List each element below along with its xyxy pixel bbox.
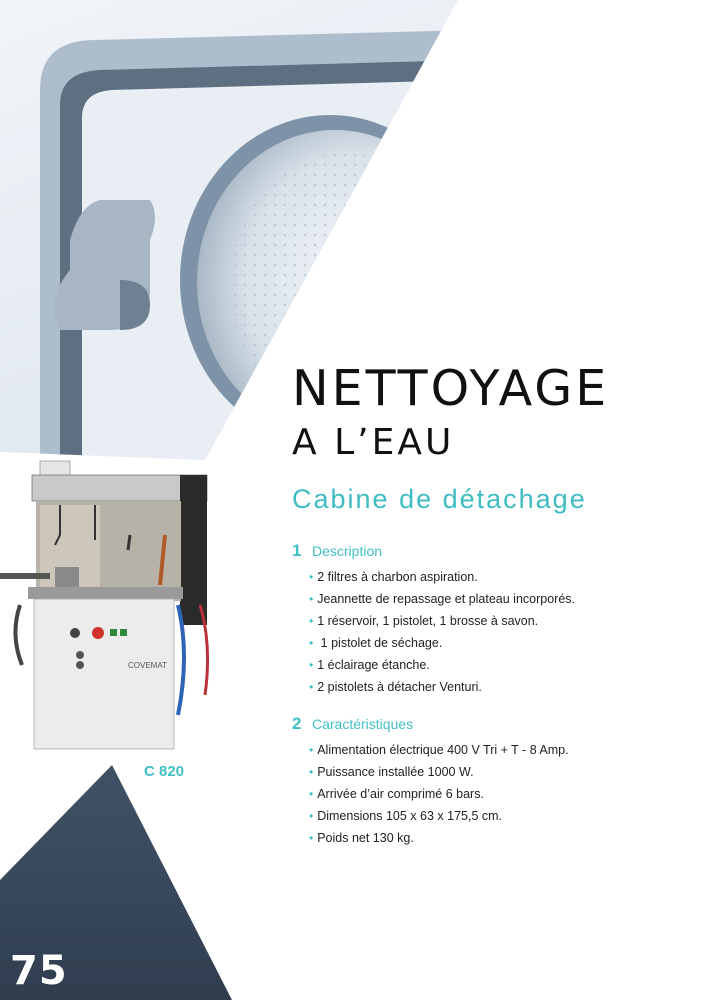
bullet-icon: •	[309, 658, 314, 672]
bullet-icon: •	[309, 831, 314, 845]
product-image	[0, 455, 230, 760]
bullet-icon: •	[309, 787, 314, 801]
specifications-list	[292, 739, 692, 849]
list-item: • Puissance installée 1000 W.	[309, 765, 474, 779]
section-number: 1	[292, 541, 302, 560]
list-item: • Poids net 130 kg.	[309, 831, 414, 845]
list-item: • 1 pistolet de séchage.	[309, 636, 443, 650]
list-item: • Alimentation électrique 400 V Tri + T - 8 Amp.	[309, 743, 569, 757]
section-title: Caractéristiques	[312, 716, 414, 732]
list-item: • 2 filtres à charbon aspiration.	[309, 570, 478, 584]
section-specifications	[292, 714, 692, 849]
page-subtitle: Cabine de détachage	[292, 484, 587, 514]
section-description	[292, 541, 692, 698]
bullet-icon: •	[309, 592, 314, 606]
bullet-icon: •	[309, 680, 314, 694]
bullet-icon: •	[309, 809, 314, 823]
list-item: • 1 réservoir, 1 pistolet, 1 brosse à savon.	[309, 614, 539, 628]
page-title-line1: NETTOYAGE	[292, 360, 610, 417]
list-item: • Jeannette de repassage et plateau incorporés.	[309, 592, 576, 606]
section-number: 2	[292, 714, 302, 733]
product-brand-label: COVEMAT	[128, 661, 167, 670]
list-item: • Arrivée d’air comprimé 6 bars.	[309, 787, 484, 801]
section-header	[292, 714, 692, 734]
section-title: Description	[312, 543, 383, 559]
section-header	[292, 541, 692, 561]
product-model-label: C 820	[144, 763, 185, 780]
list-item: • Dimensions 105 x 63 x 175,5 cm.	[309, 809, 503, 823]
bullet-icon: •	[309, 743, 314, 757]
page-number: 75	[10, 948, 68, 994]
bullet-icon: •	[309, 765, 314, 779]
list-item: • 1 éclairage étanche.	[309, 658, 430, 672]
bullet-icon: •	[309, 570, 314, 584]
description-list	[292, 566, 692, 698]
page-title-line2: A L’EAU	[292, 422, 455, 463]
list-item: • 2 pistolets à détacher Venturi.	[309, 680, 482, 694]
bullet-icon: •	[309, 636, 314, 650]
bullet-icon: •	[309, 614, 314, 628]
